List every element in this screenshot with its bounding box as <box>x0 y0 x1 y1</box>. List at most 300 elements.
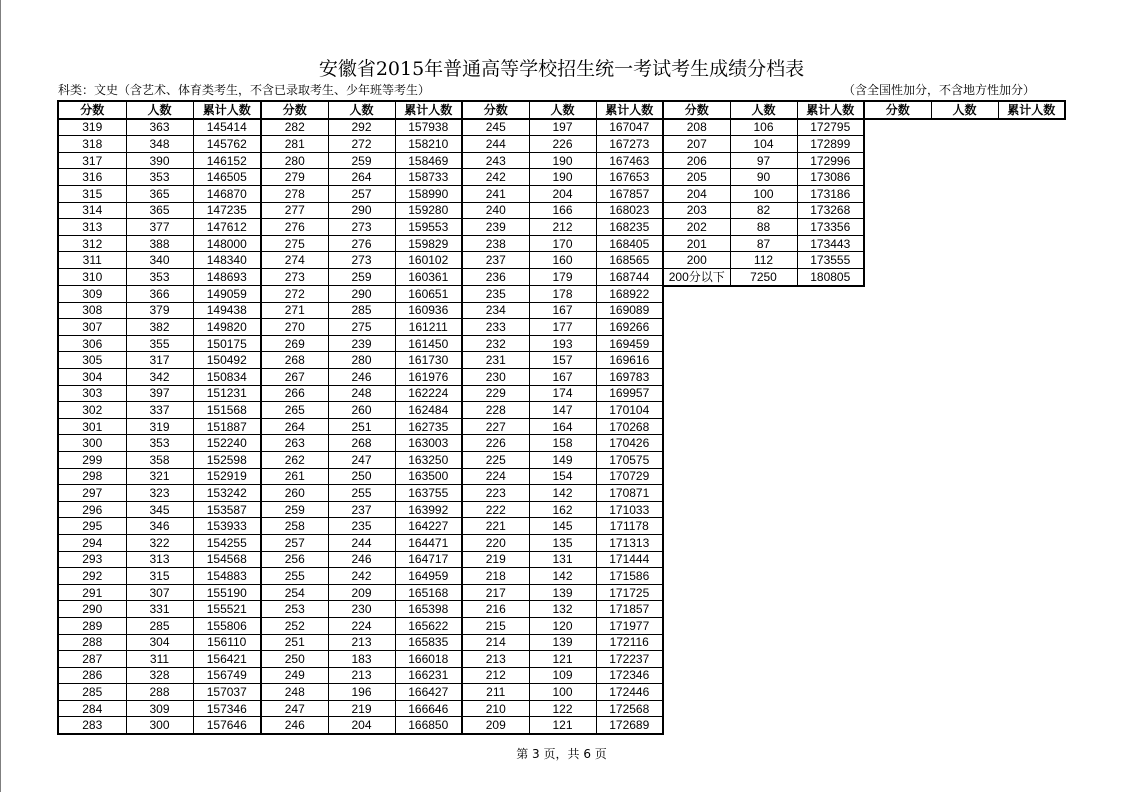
empty-cell <box>663 717 730 734</box>
group-5-score-header: 分数 <box>864 101 931 119</box>
group-2-cumulative-cell: 160936 <box>395 302 462 319</box>
group-1-cumulative-cell: 146152 <box>193 152 261 169</box>
group-1-cumulative-cell: 149059 <box>193 286 261 303</box>
table-row <box>58 152 1065 169</box>
group-4-score-cell: 203 <box>663 202 730 219</box>
group-1-cumulative-cell: 153242 <box>193 485 261 502</box>
empty-cell <box>663 418 730 435</box>
group-1-cumulative-cell: 150175 <box>193 335 261 352</box>
group-1-count-cell: 311 <box>126 651 193 668</box>
group-1-count-cell: 345 <box>126 501 193 518</box>
group-2-count-cell: 272 <box>328 136 395 153</box>
empty-cell <box>797 485 864 502</box>
group-4-score-cell: 205 <box>663 169 730 186</box>
group-1-count-cell: 353 <box>126 268 193 285</box>
group-2-cumulative-cell: 161976 <box>395 369 462 386</box>
empty-cell <box>864 568 931 585</box>
empty-cell <box>998 418 1065 435</box>
empty-cell <box>998 584 1065 601</box>
group-3-score-cell: 232 <box>462 335 529 352</box>
group-4-score-cell: 206 <box>663 152 730 169</box>
empty-cell <box>663 634 730 651</box>
group-2-cumulative-cell: 164959 <box>395 568 462 585</box>
group-3-score-cell: 235 <box>462 286 529 303</box>
table-row <box>58 169 1065 186</box>
group-4-cumulative-cell: 173186 <box>797 185 864 202</box>
group-1-score-header: 分数 <box>58 101 126 119</box>
empty-cell <box>663 534 730 551</box>
table-row <box>58 717 1065 734</box>
empty-cell <box>931 717 998 734</box>
group-3-cumulative-cell: 171586 <box>596 568 663 585</box>
group-1-count-cell: 323 <box>126 485 193 502</box>
empty-cell <box>730 335 797 352</box>
group-1-cumulative-cell: 151231 <box>193 385 261 402</box>
group-3-cumulative-cell: 171977 <box>596 617 663 634</box>
group-2-score-cell: 277 <box>261 202 328 219</box>
table-row <box>58 418 1065 435</box>
empty-cell <box>998 252 1065 269</box>
group-3-score-cell: 229 <box>462 385 529 402</box>
group-3-score-cell: 224 <box>462 468 529 485</box>
empty-cell <box>864 369 931 386</box>
group-2-score-cell: 251 <box>261 634 328 651</box>
group-2-count-cell: 250 <box>328 468 395 485</box>
empty-cell <box>931 268 998 285</box>
group-2-count-cell: 246 <box>328 551 395 568</box>
group-2-score-cell: 271 <box>261 302 328 319</box>
empty-cell <box>864 385 931 402</box>
group-1-count-cell: 300 <box>126 717 193 734</box>
empty-cell <box>864 402 931 419</box>
empty-cell <box>797 319 864 336</box>
group-1-score-cell: 306 <box>58 335 126 352</box>
group-3-cumulative-cell: 172446 <box>596 684 663 701</box>
empty-cell <box>663 352 730 369</box>
group-3-count-cell: 109 <box>529 667 596 684</box>
group-1-count-cell: 353 <box>126 435 193 452</box>
group-2-cumulative-cell: 158990 <box>395 185 462 202</box>
group-4-cumulative-cell: 173555 <box>797 252 864 269</box>
group-1-score-cell: 301 <box>58 418 126 435</box>
table-row <box>58 485 1065 502</box>
empty-cell <box>730 651 797 668</box>
group-2-score-cell: 273 <box>261 268 328 285</box>
table-row <box>58 584 1065 601</box>
group-3-score-cell: 231 <box>462 352 529 369</box>
empty-cell <box>663 385 730 402</box>
empty-cell <box>663 518 730 535</box>
empty-cell <box>998 667 1065 684</box>
group-3-count-cell: 154 <box>529 468 596 485</box>
group-3-score-cell: 223 <box>462 485 529 502</box>
group-4-score-cell: 201 <box>663 235 730 252</box>
group-1-cumulative-cell: 156110 <box>193 634 261 651</box>
empty-cell <box>730 319 797 336</box>
empty-cell <box>797 568 864 585</box>
group-1-cumulative-cell: 156421 <box>193 651 261 668</box>
group-2-count-cell: 260 <box>328 402 395 419</box>
empty-cell <box>864 468 931 485</box>
group-2-cumulative-cell: 164717 <box>395 551 462 568</box>
empty-cell <box>931 319 998 336</box>
group-2-count-cell: 264 <box>328 169 395 186</box>
group-3-score-cell: 216 <box>462 601 529 618</box>
group-1-cumulative-cell: 155521 <box>193 601 261 618</box>
empty-cell <box>797 717 864 734</box>
empty-cell <box>864 634 931 651</box>
group-3-count-cell: 167 <box>529 369 596 386</box>
group-2-count-cell: 290 <box>328 286 395 303</box>
empty-cell <box>931 551 998 568</box>
empty-cell <box>998 319 1065 336</box>
group-3-score-cell: 243 <box>462 152 529 169</box>
empty-cell <box>998 268 1065 285</box>
group-4-cumulative-cell: 173086 <box>797 169 864 186</box>
group-1-cumulative-cell: 152598 <box>193 451 261 468</box>
group-3-cumulative-cell: 170426 <box>596 435 663 452</box>
group-1-count-cell: 379 <box>126 302 193 319</box>
empty-cell <box>931 402 998 419</box>
empty-cell <box>864 684 931 701</box>
group-2-count-cell: 230 <box>328 601 395 618</box>
empty-cell <box>864 286 931 303</box>
group-2-score-cell: 267 <box>261 369 328 386</box>
empty-cell <box>998 551 1065 568</box>
group-2-count-cell: 259 <box>328 152 395 169</box>
empty-cell <box>663 286 730 303</box>
empty-cell <box>730 302 797 319</box>
group-2-score-cell: 255 <box>261 568 328 585</box>
group-3-cumulative-cell: 171857 <box>596 601 663 618</box>
group-1-score-cell: 294 <box>58 534 126 551</box>
empty-cell <box>931 617 998 634</box>
empty-cell <box>864 534 931 551</box>
group-1-count-header: 人数 <box>126 101 193 119</box>
group-3-score-cell: 244 <box>462 136 529 153</box>
table-row <box>58 302 1065 319</box>
group-2-cumulative-cell: 157938 <box>395 119 462 136</box>
group-1-score-cell: 286 <box>58 667 126 684</box>
group-1-count-cell: 342 <box>126 369 193 386</box>
group-2-count-cell: 248 <box>328 385 395 402</box>
empty-cell <box>730 501 797 518</box>
group-3-count-cell: 139 <box>529 634 596 651</box>
group-3-count-cell: 132 <box>529 601 596 618</box>
empty-cell <box>663 369 730 386</box>
table-row <box>58 435 1065 452</box>
group-1-count-cell: 377 <box>126 219 193 236</box>
empty-cell <box>864 319 931 336</box>
group-1-score-cell: 300 <box>58 435 126 452</box>
group-2-count-cell: 290 <box>328 202 395 219</box>
group-1-count-cell: 285 <box>126 617 193 634</box>
group-4-count-cell: 100 <box>730 185 797 202</box>
group-3-count-cell: 179 <box>529 268 596 285</box>
table-row <box>58 518 1065 535</box>
empty-cell <box>931 235 998 252</box>
group-5-count-header: 人数 <box>931 101 998 119</box>
group-2-count-cell: 275 <box>328 319 395 336</box>
group-3-score-cell: 209 <box>462 717 529 734</box>
group-1-cumulative-cell: 154883 <box>193 568 261 585</box>
empty-cell <box>864 551 931 568</box>
group-3-count-cell: 212 <box>529 219 596 236</box>
group-2-cumulative-cell: 163992 <box>395 501 462 518</box>
group-2-cumulative-cell: 165622 <box>395 617 462 634</box>
empty-cell <box>998 501 1065 518</box>
group-2-cumulative-cell: 159829 <box>395 235 462 252</box>
empty-cell <box>730 584 797 601</box>
empty-cell <box>797 700 864 717</box>
group-1-count-cell: 313 <box>126 551 193 568</box>
table-row <box>58 617 1065 634</box>
group-1-count-cell: 307 <box>126 584 193 601</box>
empty-cell <box>931 584 998 601</box>
group-2-count-cell: 268 <box>328 435 395 452</box>
group-2-score-cell: 282 <box>261 119 328 136</box>
group-4-count-cell: 112 <box>730 252 797 269</box>
group-2-score-cell: 253 <box>261 601 328 618</box>
empty-cell <box>730 418 797 435</box>
group-3-count-cell: 162 <box>529 501 596 518</box>
table-row <box>58 286 1065 303</box>
group-1-score-cell: 283 <box>58 717 126 734</box>
group-1-cumulative-cell: 149820 <box>193 319 261 336</box>
group-2-score-cell: 249 <box>261 667 328 684</box>
group-2-score-cell: 270 <box>261 319 328 336</box>
empty-cell <box>864 235 931 252</box>
group-3-count-cell: 100 <box>529 684 596 701</box>
group-4-score-cell: 200 <box>663 252 730 269</box>
group-3-score-cell: 215 <box>462 617 529 634</box>
group-3-score-cell: 221 <box>462 518 529 535</box>
group-2-cumulative-cell: 158210 <box>395 136 462 153</box>
group-1-count-cell: 331 <box>126 601 193 618</box>
group-4-count-cell: 106 <box>730 119 797 136</box>
group-2-score-cell: 272 <box>261 286 328 303</box>
group-4-count-cell: 88 <box>730 219 797 236</box>
group-2-count-cell: 280 <box>328 352 395 369</box>
group-2-count-cell: 219 <box>328 700 395 717</box>
empty-cell <box>663 651 730 668</box>
group-3-cumulative-cell: 169266 <box>596 319 663 336</box>
group-3-score-cell: 217 <box>462 584 529 601</box>
group-2-count-cell: 237 <box>328 501 395 518</box>
group-3-count-cell: 190 <box>529 169 596 186</box>
group-4-count-cell: 97 <box>730 152 797 169</box>
group-1-score-cell: 313 <box>58 219 126 236</box>
subject-note: 科类：文史（含艺术、体育类考生，不含已录取考生、少年班等考生） <box>58 83 431 97</box>
empty-cell <box>730 435 797 452</box>
group-1-count-cell: 355 <box>126 335 193 352</box>
empty-cell <box>931 286 998 303</box>
group-3-score-cell: 212 <box>462 667 529 684</box>
group-3-cumulative-cell: 167463 <box>596 152 663 169</box>
empty-cell <box>998 385 1065 402</box>
group-3-cumulative-cell: 168744 <box>596 268 663 285</box>
empty-cell <box>663 402 730 419</box>
page-footer: 第 3 页，共 6 页 <box>516 747 607 761</box>
group-3-count-cell: 158 <box>529 435 596 452</box>
empty-cell <box>998 568 1065 585</box>
group-1-cumulative-cell: 145414 <box>193 119 261 136</box>
group-2-cumulative-cell: 161211 <box>395 319 462 336</box>
empty-cell <box>931 518 998 535</box>
group-4-count-cell: 87 <box>730 235 797 252</box>
empty-cell <box>864 202 931 219</box>
table-row <box>58 202 1065 219</box>
group-1-cumulative-cell: 148000 <box>193 235 261 252</box>
group-4-cumulative-cell: 172795 <box>797 119 864 136</box>
empty-cell <box>730 534 797 551</box>
group-1-score-cell: 309 <box>58 286 126 303</box>
group-2-score-cell: 264 <box>261 418 328 435</box>
empty-cell <box>864 302 931 319</box>
group-1-cumulative-cell: 151887 <box>193 418 261 435</box>
empty-cell <box>864 418 931 435</box>
group-2-score-cell: 274 <box>261 252 328 269</box>
group-3-score-cell: 245 <box>462 119 529 136</box>
group-1-cumulative-cell: 154568 <box>193 551 261 568</box>
group-2-cumulative-cell: 160651 <box>395 286 462 303</box>
empty-cell <box>998 634 1065 651</box>
group-3-count-cell: 139 <box>529 584 596 601</box>
group-2-cumulative-cell: 164227 <box>395 518 462 535</box>
group-2-score-cell: 275 <box>261 235 328 252</box>
group-1-score-cell: 296 <box>58 501 126 518</box>
group-1-count-cell: 397 <box>126 385 193 402</box>
empty-cell <box>730 684 797 701</box>
empty-cell <box>931 667 998 684</box>
group-1-score-cell: 304 <box>58 369 126 386</box>
group-1-score-cell: 302 <box>58 402 126 419</box>
score-table <box>57 100 1066 735</box>
empty-cell <box>663 551 730 568</box>
table-row <box>58 468 1065 485</box>
group-2-cumulative-cell: 165168 <box>395 584 462 601</box>
group-3-cumulative-cell: 167273 <box>596 136 663 153</box>
empty-cell <box>797 667 864 684</box>
empty-cell <box>931 418 998 435</box>
group-2-score-cell: 263 <box>261 435 328 452</box>
group-2-cumulative-cell: 165398 <box>395 601 462 618</box>
group-3-cumulative-cell: 167047 <box>596 119 663 136</box>
empty-cell <box>998 136 1065 153</box>
group-3-count-cell: 121 <box>529 651 596 668</box>
empty-cell <box>864 169 931 186</box>
group-3-cumulative-cell: 169783 <box>596 369 663 386</box>
group-1-count-cell: 322 <box>126 534 193 551</box>
group-1-count-cell: 288 <box>126 684 193 701</box>
group-3-score-cell: 242 <box>462 169 529 186</box>
table-row <box>58 252 1065 269</box>
group-1-cumulative-cell: 146505 <box>193 169 261 186</box>
empty-cell <box>663 435 730 452</box>
group-3-score-cell: 213 <box>462 651 529 668</box>
group-1-cumulative-cell: 157346 <box>193 700 261 717</box>
empty-cell <box>663 684 730 701</box>
group-1-count-cell: 319 <box>126 418 193 435</box>
group-3-score-cell: 233 <box>462 319 529 336</box>
table-row <box>58 369 1065 386</box>
group-2-score-cell: 258 <box>261 518 328 535</box>
empty-cell <box>663 700 730 717</box>
empty-cell <box>864 252 931 269</box>
empty-cell <box>931 684 998 701</box>
empty-cell <box>730 601 797 618</box>
empty-cell <box>663 319 730 336</box>
group-2-cumulative-cell: 163250 <box>395 451 462 468</box>
empty-cell <box>998 152 1065 169</box>
group-1-cumulative-cell: 148340 <box>193 252 261 269</box>
table-row <box>58 136 1065 153</box>
table-row <box>58 501 1065 518</box>
empty-cell <box>998 601 1065 618</box>
empty-cell <box>864 435 931 452</box>
empty-cell <box>663 451 730 468</box>
empty-cell <box>730 568 797 585</box>
empty-cell <box>797 601 864 618</box>
empty-cell <box>931 451 998 468</box>
group-1-score-cell: 291 <box>58 584 126 601</box>
group-3-score-cell: 222 <box>462 501 529 518</box>
empty-cell <box>730 286 797 303</box>
group-2-cumulative-cell: 162484 <box>395 402 462 419</box>
group-2-score-cell: 265 <box>261 402 328 419</box>
empty-cell <box>864 651 931 668</box>
group-1-cumulative-cell: 151568 <box>193 402 261 419</box>
group-3-score-cell: 241 <box>462 185 529 202</box>
empty-cell <box>931 136 998 153</box>
group-3-count-cell: 197 <box>529 119 596 136</box>
empty-cell <box>998 435 1065 452</box>
group-1-cumulative-cell: 150492 <box>193 352 261 369</box>
table-row <box>58 385 1065 402</box>
table-row <box>58 667 1065 684</box>
group-1-cumulative-cell: 154255 <box>193 534 261 551</box>
group-3-cumulative-cell: 170729 <box>596 468 663 485</box>
group-2-count-cell: 196 <box>328 684 395 701</box>
group-3-score-cell: 218 <box>462 568 529 585</box>
empty-cell <box>864 219 931 236</box>
group-1-score-cell: 307 <box>58 319 126 336</box>
group-2-cumulative-cell: 159280 <box>395 202 462 219</box>
table-row <box>58 119 1065 136</box>
group-2-count-cell: 213 <box>328 667 395 684</box>
group-1-count-cell: 388 <box>126 235 193 252</box>
group-3-cumulative-cell: 169089 <box>596 302 663 319</box>
empty-cell <box>931 651 998 668</box>
empty-cell <box>797 468 864 485</box>
group-1-count-cell: 346 <box>126 518 193 535</box>
group-1-count-cell: 321 <box>126 468 193 485</box>
group-3-count-cell: 177 <box>529 319 596 336</box>
group-3-count-cell: 145 <box>529 518 596 535</box>
table-row <box>58 451 1065 468</box>
group-2-score-cell: 262 <box>261 451 328 468</box>
empty-cell <box>797 684 864 701</box>
group-3-count-cell: 174 <box>529 385 596 402</box>
empty-cell <box>730 385 797 402</box>
group-1-cumulative-cell: 149438 <box>193 302 261 319</box>
group-1-count-cell: 353 <box>126 169 193 186</box>
group-4-count-cell: 7250 <box>730 268 797 285</box>
group-3-cumulative-cell: 172689 <box>596 717 663 734</box>
group-3-score-cell: 228 <box>462 402 529 419</box>
group-3-score-cell: 234 <box>462 302 529 319</box>
group-1-score-cell: 284 <box>58 700 126 717</box>
